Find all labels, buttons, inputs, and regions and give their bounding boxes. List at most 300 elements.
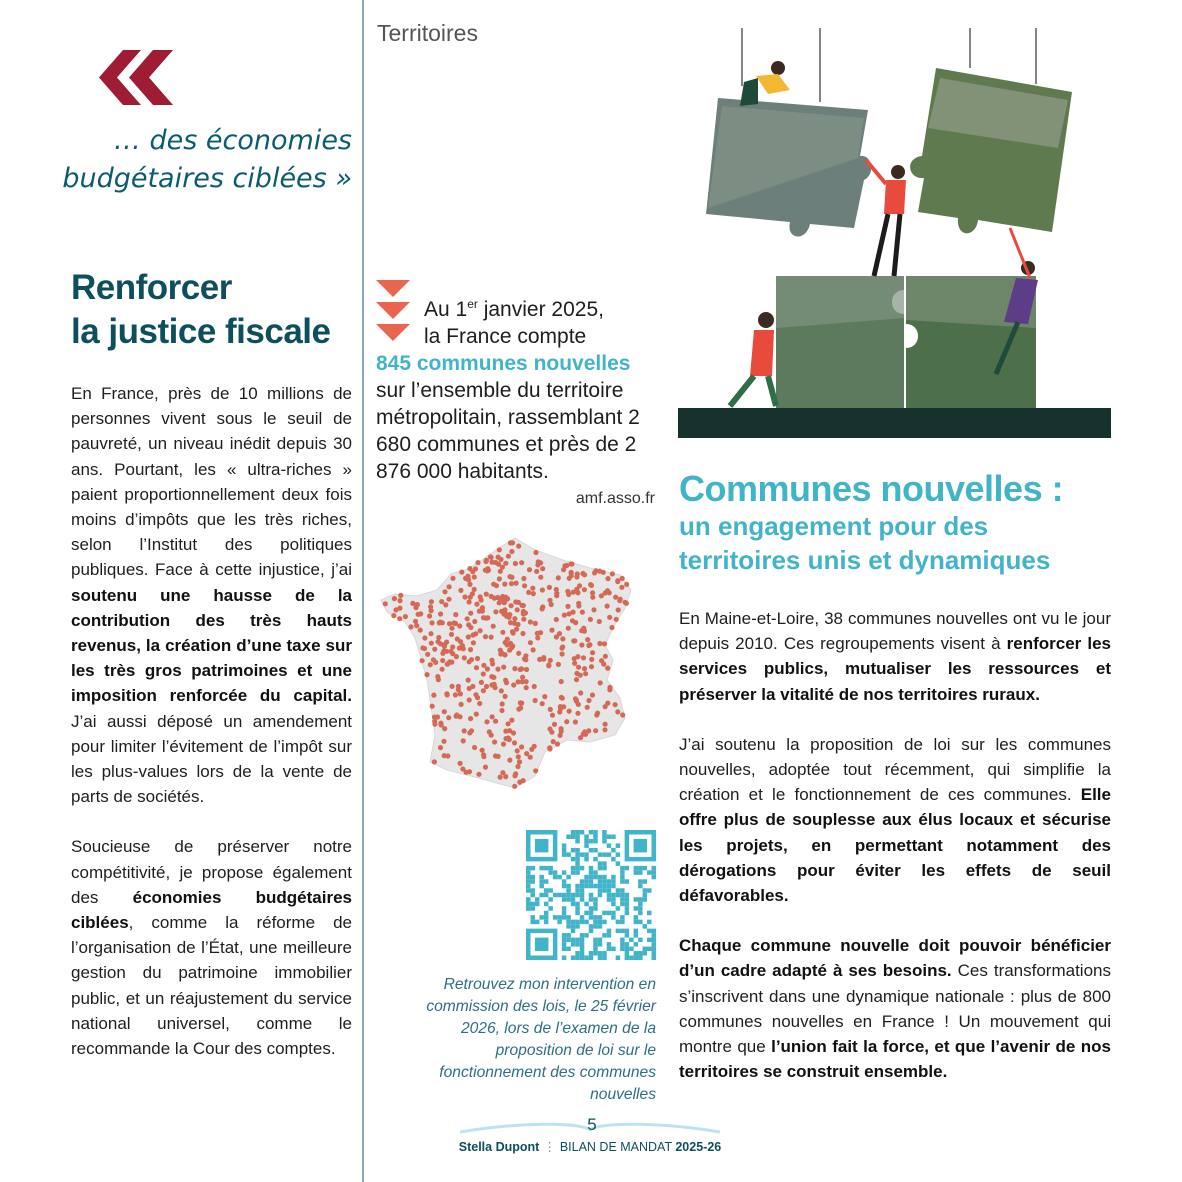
map-dot bbox=[493, 719, 498, 724]
map-dot bbox=[505, 637, 510, 642]
qr-module bbox=[611, 902, 615, 906]
qr-module bbox=[620, 915, 624, 919]
map-dot bbox=[392, 596, 397, 601]
map-dot bbox=[615, 709, 620, 714]
qr-finder bbox=[535, 839, 548, 852]
qr-module bbox=[575, 942, 579, 946]
map-dot bbox=[518, 667, 523, 672]
qr-module bbox=[638, 897, 642, 901]
author-name: Stella Dupont bbox=[458, 1140, 540, 1154]
qr-module bbox=[602, 839, 606, 843]
map-dot bbox=[497, 576, 502, 581]
left-heading-line2: la justice fiscale bbox=[71, 312, 331, 351]
qr-module bbox=[580, 866, 584, 870]
qr-code-icon[interactable] bbox=[526, 830, 656, 960]
qr-module bbox=[571, 866, 575, 870]
qr-module bbox=[647, 938, 651, 942]
qr-module bbox=[629, 947, 633, 951]
qr-module bbox=[625, 897, 629, 901]
qr-module bbox=[652, 951, 656, 955]
map-dot bbox=[431, 693, 436, 698]
footer-credit bbox=[440, 1139, 740, 1154]
map-dot bbox=[462, 594, 467, 599]
qr-module bbox=[571, 938, 575, 942]
map-dot bbox=[460, 643, 465, 648]
qr-module bbox=[580, 884, 584, 888]
qr-module bbox=[647, 947, 651, 951]
map-dot bbox=[436, 635, 441, 640]
map-dot bbox=[556, 575, 561, 580]
qr-module bbox=[634, 915, 638, 919]
map-dot bbox=[577, 583, 582, 588]
map-dot bbox=[403, 614, 408, 619]
map-dot bbox=[588, 617, 593, 622]
stat-highlight: 845 communes nouvelles bbox=[376, 352, 631, 375]
map-dot bbox=[484, 592, 489, 597]
map-dot bbox=[467, 697, 472, 702]
qr-module bbox=[607, 852, 611, 856]
map-dot bbox=[498, 651, 503, 656]
qr-module bbox=[571, 870, 575, 874]
qr-module bbox=[647, 911, 651, 915]
map-dot bbox=[444, 640, 449, 645]
qr-module bbox=[575, 857, 579, 861]
qr-module bbox=[589, 915, 593, 919]
qr-module bbox=[598, 924, 602, 928]
qr-module bbox=[607, 911, 611, 915]
france-map-dots bbox=[375, 530, 645, 800]
map-dot bbox=[540, 606, 545, 611]
map-dot bbox=[473, 631, 478, 636]
qr-module bbox=[571, 834, 575, 838]
map-dot bbox=[435, 674, 440, 679]
map-dot bbox=[440, 620, 445, 625]
qr-module bbox=[589, 848, 593, 852]
map-dot bbox=[550, 713, 555, 718]
map-dot bbox=[527, 567, 532, 572]
map-dot bbox=[517, 759, 522, 764]
qr-module bbox=[571, 902, 575, 906]
footer-year: 2025-26 bbox=[675, 1140, 722, 1154]
qr-module bbox=[548, 906, 552, 910]
qr-module bbox=[598, 879, 602, 883]
qr-module bbox=[593, 902, 597, 906]
map-dot bbox=[514, 581, 519, 586]
qr-module bbox=[575, 924, 579, 928]
map-dot bbox=[607, 590, 612, 595]
map-dot bbox=[498, 775, 503, 780]
qr-module bbox=[593, 897, 597, 901]
qr-module bbox=[562, 897, 566, 901]
puzzle-illustration bbox=[678, 28, 1111, 438]
map-dot bbox=[465, 616, 470, 621]
map-dot bbox=[477, 701, 482, 706]
qr-module bbox=[584, 933, 588, 937]
section-label: Territoires bbox=[377, 20, 478, 46]
map-dot bbox=[615, 579, 620, 584]
map-dot bbox=[507, 648, 512, 653]
text-run: Soucieuse de préserver notre compétitivité, je propose également des bbox=[71, 837, 352, 907]
qr-module bbox=[544, 915, 548, 919]
qr-module bbox=[539, 915, 543, 919]
map-dot bbox=[547, 745, 552, 750]
qr-module bbox=[580, 830, 584, 834]
qr-module bbox=[526, 906, 530, 910]
map-dot bbox=[429, 599, 434, 604]
map-dot bbox=[430, 704, 435, 709]
map-dot bbox=[597, 569, 602, 574]
map-dot bbox=[466, 622, 471, 627]
qr-module bbox=[575, 902, 579, 906]
map-dot bbox=[414, 602, 419, 607]
map-dot bbox=[560, 651, 565, 656]
map-dot bbox=[492, 682, 497, 687]
qr-module bbox=[643, 951, 647, 955]
map-dot bbox=[499, 609, 504, 614]
qr-module bbox=[526, 888, 530, 892]
qr-module bbox=[625, 906, 629, 910]
qr-module bbox=[643, 888, 647, 892]
qr-module bbox=[634, 956, 638, 960]
qr-module bbox=[602, 875, 606, 879]
qr-module bbox=[593, 920, 597, 924]
qr-module bbox=[544, 866, 548, 870]
map-dot bbox=[467, 686, 472, 691]
left-paragraph-2 bbox=[71, 834, 352, 1061]
map-dot bbox=[397, 606, 402, 611]
qr-module bbox=[530, 879, 534, 883]
map-dot bbox=[551, 739, 556, 744]
qr-module bbox=[571, 929, 575, 933]
map-dot bbox=[580, 610, 585, 615]
map-dot bbox=[474, 665, 479, 670]
map-dot bbox=[603, 722, 608, 727]
qr-module bbox=[562, 906, 566, 910]
qr-module bbox=[580, 920, 584, 924]
map-dot bbox=[511, 730, 516, 735]
map-dot bbox=[490, 714, 495, 719]
map-dot bbox=[418, 611, 423, 616]
map-dot bbox=[574, 677, 579, 682]
qr-module bbox=[580, 938, 584, 942]
qr-module bbox=[562, 915, 566, 919]
qr-module bbox=[584, 875, 588, 879]
qr-module bbox=[544, 879, 548, 883]
map-dot bbox=[440, 651, 445, 656]
qr-module bbox=[557, 875, 561, 879]
qr-module bbox=[611, 834, 615, 838]
map-dot bbox=[535, 631, 540, 636]
map-dot bbox=[391, 613, 396, 618]
map-dot bbox=[456, 684, 461, 689]
qr-module bbox=[575, 839, 579, 843]
map-dot bbox=[575, 654, 580, 659]
map-dot bbox=[530, 586, 535, 591]
qr-module bbox=[562, 852, 566, 856]
qr-module bbox=[566, 875, 570, 879]
qr-module bbox=[625, 929, 629, 933]
qr-module bbox=[598, 861, 602, 865]
map-dot bbox=[503, 561, 508, 566]
map-dot bbox=[546, 663, 551, 668]
map-dot bbox=[540, 587, 545, 592]
qr-module bbox=[625, 951, 629, 955]
qr-module bbox=[616, 920, 620, 924]
map-dot bbox=[471, 640, 476, 645]
qr-module bbox=[557, 920, 561, 924]
qr-module bbox=[584, 857, 588, 861]
qr-module bbox=[575, 866, 579, 870]
qr-module bbox=[602, 956, 606, 960]
qr-module bbox=[589, 870, 593, 874]
map-dot bbox=[522, 656, 527, 661]
qr-module bbox=[638, 879, 642, 883]
qr-module bbox=[530, 888, 534, 892]
map-dot bbox=[503, 774, 508, 779]
map-dot bbox=[533, 550, 538, 555]
qr-module bbox=[571, 956, 575, 960]
qr-module bbox=[598, 875, 602, 879]
qr-module bbox=[593, 924, 597, 928]
map-dot bbox=[579, 642, 584, 647]
qr-module bbox=[530, 915, 534, 919]
map-dot bbox=[535, 635, 540, 640]
map-dot bbox=[556, 662, 561, 667]
qr-module bbox=[535, 902, 539, 906]
map-dot bbox=[499, 688, 504, 693]
qr-module bbox=[620, 942, 624, 946]
map-dot bbox=[512, 784, 517, 789]
map-dot bbox=[504, 680, 509, 685]
qr-module bbox=[602, 911, 606, 915]
map-dot bbox=[506, 721, 511, 726]
map-dot bbox=[428, 631, 433, 636]
qr-module bbox=[598, 942, 602, 946]
qr-module bbox=[652, 947, 656, 951]
qr-module bbox=[580, 942, 584, 946]
qr-module bbox=[553, 893, 557, 897]
qr-module bbox=[575, 861, 579, 865]
qr-module bbox=[562, 933, 566, 937]
map-dot bbox=[472, 745, 477, 750]
qr-module bbox=[562, 947, 566, 951]
map-dot bbox=[532, 684, 537, 689]
qr-module bbox=[602, 834, 606, 838]
map-dot bbox=[450, 576, 455, 581]
map-dot bbox=[515, 748, 520, 753]
qr-module bbox=[616, 929, 620, 933]
map-dot bbox=[565, 589, 570, 594]
map-dot bbox=[446, 715, 451, 720]
map-dot bbox=[438, 745, 443, 750]
bold-run: soutenu une hausse de la contribution des très hauts revenus, la création d’une taxe sur les très gros patrimoines et une imposition renforcée du capital. bbox=[71, 585, 352, 706]
qr-module bbox=[571, 857, 575, 861]
map-dot bbox=[484, 719, 489, 724]
qr-module bbox=[589, 951, 593, 955]
map-dot bbox=[547, 585, 552, 590]
map-dot bbox=[496, 562, 501, 567]
superscript: er bbox=[467, 297, 478, 311]
map-dot bbox=[561, 567, 566, 572]
map-dot bbox=[466, 577, 471, 582]
map-dot bbox=[532, 744, 537, 749]
map-dot bbox=[589, 583, 594, 588]
qr-module bbox=[602, 888, 606, 892]
qr-module bbox=[607, 834, 611, 838]
qr-module bbox=[638, 956, 642, 960]
map-dot bbox=[515, 607, 520, 612]
qr-module bbox=[652, 938, 656, 942]
map-dot bbox=[462, 655, 467, 660]
qr-module bbox=[593, 947, 597, 951]
qr-module bbox=[634, 933, 638, 937]
qr-module bbox=[652, 866, 656, 870]
map-dot bbox=[549, 628, 554, 633]
map-dot bbox=[443, 602, 448, 607]
map-dot bbox=[531, 647, 536, 652]
qr-module bbox=[526, 870, 530, 874]
map-dot bbox=[570, 618, 575, 623]
qr-module bbox=[571, 848, 575, 852]
qr-module bbox=[634, 866, 638, 870]
qr-module bbox=[589, 897, 593, 901]
qr-module bbox=[544, 920, 548, 924]
map-dot bbox=[473, 692, 478, 697]
map-dot bbox=[597, 641, 602, 646]
left-heading-line1: Renforcer bbox=[71, 268, 232, 307]
qr-finder bbox=[535, 938, 548, 951]
map-dot bbox=[491, 624, 496, 629]
qr-module bbox=[607, 884, 611, 888]
qr-module bbox=[566, 938, 570, 942]
map-dot bbox=[468, 716, 473, 721]
map-dot bbox=[418, 628, 423, 633]
map-dot bbox=[585, 637, 590, 642]
map-dot bbox=[568, 561, 573, 566]
left-heading bbox=[71, 266, 361, 354]
map-dot bbox=[519, 744, 524, 749]
right-paragraph-3 bbox=[679, 933, 1111, 1084]
qr-module bbox=[584, 902, 588, 906]
map-dot bbox=[587, 642, 592, 647]
map-dot bbox=[590, 590, 595, 595]
map-dot bbox=[502, 598, 507, 603]
map-dot bbox=[485, 666, 490, 671]
qr-module bbox=[526, 902, 530, 906]
qr-module bbox=[598, 915, 602, 919]
qr-module bbox=[647, 929, 651, 933]
map-dot bbox=[590, 650, 595, 655]
qr-module bbox=[652, 956, 656, 960]
map-dot bbox=[429, 620, 434, 625]
map-dot bbox=[575, 711, 580, 716]
map-dot bbox=[472, 574, 477, 579]
qr-module bbox=[647, 888, 651, 892]
qr-module bbox=[607, 942, 611, 946]
map-dot bbox=[497, 547, 502, 552]
map-dot bbox=[561, 704, 566, 709]
qr-module bbox=[566, 852, 570, 856]
qr-module bbox=[557, 915, 561, 919]
map-dot bbox=[438, 721, 443, 726]
qr-module bbox=[575, 911, 579, 915]
qr-module bbox=[616, 843, 620, 847]
map-dot bbox=[451, 620, 456, 625]
qr-module bbox=[530, 893, 534, 897]
map-dot bbox=[524, 679, 529, 684]
qr-module bbox=[548, 888, 552, 892]
qr-module bbox=[526, 866, 530, 870]
map-dot bbox=[534, 569, 539, 574]
qr-module bbox=[616, 906, 620, 910]
qr-module bbox=[530, 875, 534, 879]
qr-module bbox=[584, 920, 588, 924]
map-dot bbox=[517, 780, 522, 785]
map-dot bbox=[558, 726, 563, 731]
qr-module bbox=[530, 920, 534, 924]
qr-module bbox=[643, 897, 647, 901]
map-dot bbox=[557, 709, 562, 714]
qr-module bbox=[589, 866, 593, 870]
qr-module bbox=[575, 830, 579, 834]
map-dot bbox=[590, 692, 595, 697]
map-dot bbox=[506, 554, 511, 559]
qr-module bbox=[607, 933, 611, 937]
qr-module bbox=[580, 933, 584, 937]
qr-module bbox=[634, 870, 638, 874]
map-dot bbox=[512, 621, 517, 626]
qr-module bbox=[526, 879, 530, 883]
qr-module bbox=[598, 956, 602, 960]
map-dot bbox=[528, 640, 533, 645]
map-dot bbox=[475, 560, 480, 565]
qr-module bbox=[602, 852, 606, 856]
map-dot bbox=[447, 584, 452, 589]
qr-module bbox=[634, 942, 638, 946]
qr-module bbox=[580, 947, 584, 951]
qr-module bbox=[643, 947, 647, 951]
map-dot bbox=[489, 658, 494, 663]
pull-quote: … des économies budgétaires ciblées » bbox=[62, 125, 352, 194]
map-dot bbox=[503, 652, 508, 657]
map-dot bbox=[428, 604, 433, 609]
map-dot bbox=[431, 657, 436, 662]
map-dot bbox=[414, 623, 419, 628]
qr-module bbox=[598, 893, 602, 897]
qr-module bbox=[607, 888, 611, 892]
map-dot bbox=[516, 707, 521, 712]
map-dot bbox=[566, 626, 571, 631]
map-dot bbox=[500, 701, 505, 706]
qr-module bbox=[602, 933, 606, 937]
map-dot bbox=[509, 581, 514, 586]
qr-module bbox=[598, 888, 602, 892]
map-dot bbox=[461, 738, 466, 743]
map-dot bbox=[450, 684, 455, 689]
map-dot bbox=[441, 739, 446, 744]
qr-module bbox=[638, 906, 642, 910]
qr-module bbox=[643, 924, 647, 928]
qr-module bbox=[607, 893, 611, 897]
map-dot bbox=[593, 728, 598, 733]
map-dot bbox=[383, 601, 388, 606]
qr-module bbox=[643, 879, 647, 883]
map-dot bbox=[605, 576, 610, 581]
qr-module bbox=[625, 942, 629, 946]
map-dot bbox=[481, 615, 486, 620]
map-dot bbox=[589, 657, 594, 662]
qr-module bbox=[625, 933, 629, 937]
